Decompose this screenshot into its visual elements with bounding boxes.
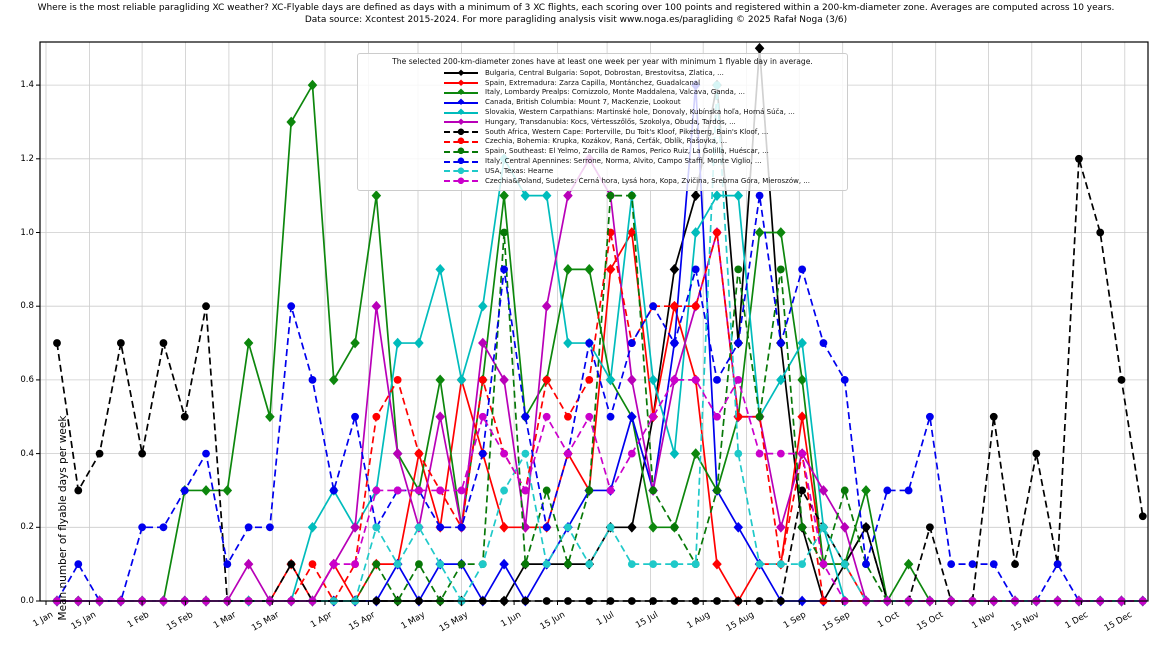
data-point-circle <box>543 376 551 384</box>
data-point-diamond <box>755 44 763 53</box>
data-point-circle <box>756 450 764 458</box>
data-point-circle <box>415 487 423 495</box>
data-point-circle <box>521 487 529 495</box>
data-point-circle <box>543 487 551 495</box>
legend-item-label: South Africa, Western Cape: Porterville, Du Toit's Kloof, Piketberg, Bain's Kloof, ... <box>485 127 769 136</box>
data-point-circle <box>798 450 806 458</box>
data-point-circle <box>820 339 828 347</box>
legend-line-sample <box>444 88 478 97</box>
circle-marker-icon: ● <box>457 146 465 157</box>
data-point-diamond <box>628 523 636 532</box>
data-point-diamond <box>394 449 402 458</box>
legend-item-label: Slovakia, Western Carpathians: Martinské hole, Donovaly, Kubínska hoľa, Horná Súča, ... <box>485 108 795 117</box>
x-tick-label: 15 Aug <box>724 610 756 634</box>
data-point-diamond <box>734 191 742 200</box>
data-point-circle <box>309 560 317 568</box>
data-point-circle <box>500 487 508 495</box>
data-point-circle <box>330 560 338 568</box>
x-tick-label: 15 Oct <box>914 610 945 633</box>
data-point-circle <box>649 487 657 495</box>
data-point-circle <box>500 265 508 273</box>
data-point-circle <box>394 560 402 568</box>
circle-marker-icon: ● <box>457 155 465 166</box>
data-point-circle <box>607 413 615 421</box>
data-point-circle <box>245 523 253 531</box>
data-point-circle <box>415 523 423 531</box>
data-point-diamond <box>564 191 572 200</box>
data-point-circle <box>564 523 572 531</box>
data-point-circle <box>649 560 657 568</box>
data-point-circle <box>628 339 636 347</box>
data-point-circle <box>777 560 785 568</box>
data-point-circle <box>372 413 380 421</box>
diamond-marker-icon: ◆ <box>457 87 465 98</box>
x-tick-label: 15 May <box>438 610 471 635</box>
data-point-circle <box>372 560 380 568</box>
data-point-diamond <box>841 523 849 532</box>
data-point-circle <box>266 523 274 531</box>
x-tick-label: 1 Jul <box>595 610 617 628</box>
data-point-circle <box>841 376 849 384</box>
data-point-circle <box>543 523 551 531</box>
data-point-circle <box>458 560 466 568</box>
data-point-circle <box>181 413 189 421</box>
data-point-circle <box>820 523 828 531</box>
legend-box <box>357 53 848 191</box>
y-tick-label: 0.8 <box>20 301 34 312</box>
circle-marker-icon: ● <box>457 175 465 186</box>
legend-item <box>444 68 841 78</box>
data-point-diamond <box>479 302 487 311</box>
legend-item-label: Spain, Southeast: El Yelmo, Zarcilla de Ramos, Perico Ruiz, La Golilla, Huéscar, ... <box>485 147 769 156</box>
legend-item-label: Hungary, Transdanubia: Kocs, Vértesszőlős, Szokolya, Óbuda, Tardos, ... <box>485 117 736 126</box>
data-point-diamond <box>905 560 913 569</box>
data-point-diamond <box>287 117 295 126</box>
data-point-circle <box>1139 512 1147 520</box>
chart-titles <box>0 3 1152 26</box>
data-point-circle <box>671 339 679 347</box>
data-point-circle <box>607 523 615 531</box>
data-point-circle <box>692 302 700 310</box>
data-point-circle <box>585 487 593 495</box>
data-point-diamond <box>692 449 700 458</box>
data-point-diamond <box>202 486 210 495</box>
legend-item <box>444 127 841 137</box>
data-point-diamond <box>670 265 678 274</box>
data-point-circle <box>1011 560 1019 568</box>
y-tick-label: 0.6 <box>20 374 34 385</box>
data-point-circle <box>160 339 168 347</box>
data-point-circle <box>96 450 104 458</box>
data-point-circle <box>862 560 870 568</box>
x-tick-label: 1 Feb <box>125 610 152 631</box>
data-point-circle <box>330 487 338 495</box>
legend-title: The selected 200-km-diameter zones have at least one week per year with minimum 1 flyable day in average. <box>392 57 813 66</box>
data-point-diamond <box>245 338 253 347</box>
data-point-circle <box>926 413 934 421</box>
data-point-diamond <box>585 265 593 274</box>
data-point-circle <box>372 487 380 495</box>
legend-item <box>444 137 841 147</box>
legend-line-sample <box>444 117 478 126</box>
data-point-circle <box>415 560 423 568</box>
x-tick-label: 1 Dec <box>1063 610 1091 632</box>
data-point-circle <box>585 560 593 568</box>
x-tick-label: 1 Nov <box>970 610 998 632</box>
data-point-circle <box>628 192 636 200</box>
data-point-circle <box>202 302 210 310</box>
data-point-diamond <box>777 375 785 384</box>
x-tick-label: 15 Nov <box>1009 610 1041 634</box>
diamond-marker-icon: ◆ <box>457 67 465 78</box>
legend-item <box>444 146 841 156</box>
data-point-circle <box>628 450 636 458</box>
data-point-circle <box>458 487 466 495</box>
legend-line-sample <box>444 147 478 156</box>
data-point-diamond <box>500 523 508 532</box>
data-point-diamond <box>330 375 338 384</box>
data-point-diamond <box>777 523 785 532</box>
data-point-circle <box>607 487 615 495</box>
data-point-diamond <box>245 560 253 569</box>
data-point-diamond <box>543 191 551 200</box>
data-point-diamond <box>819 486 827 495</box>
data-point-diamond <box>372 191 380 200</box>
data-point-circle <box>500 450 508 458</box>
data-point-circle <box>734 450 742 458</box>
data-point-circle <box>415 450 423 458</box>
x-tick-label: 1 Oct <box>876 610 902 631</box>
data-point-circle <box>181 487 189 495</box>
diamond-marker-icon: ◆ <box>457 106 465 117</box>
data-point-circle <box>74 487 82 495</box>
data-point-diamond <box>521 191 529 200</box>
data-point-circle <box>1118 376 1126 384</box>
legend-line-sample <box>444 78 478 87</box>
data-point-diamond <box>692 191 700 200</box>
y-axis-label: Mean number of flyable days per week <box>57 415 69 621</box>
data-point-circle <box>53 339 61 347</box>
y-tick-label: 1.0 <box>20 227 34 238</box>
circle-marker-icon: ● <box>457 165 465 176</box>
data-point-circle <box>628 560 636 568</box>
legend-item-label: Italy, Lombardy Prealps: Cornizzolo, Monte Maddalena, Valcava, Ganda, ... <box>485 88 745 97</box>
data-point-diamond <box>628 375 636 384</box>
x-tick-label: 1 Aug <box>685 610 713 632</box>
diamond-marker-icon: ◆ <box>457 116 465 127</box>
data-point-circle <box>671 523 679 531</box>
legend-item <box>444 78 841 88</box>
data-point-diamond <box>223 486 231 495</box>
legend-item <box>444 117 841 127</box>
data-point-circle <box>798 265 806 273</box>
data-point-circle <box>798 523 806 531</box>
data-point-circle <box>756 192 764 200</box>
data-point-diamond <box>351 523 359 532</box>
data-point-diamond <box>564 265 572 274</box>
legend-item-label: Czechia&Poland, Sudetes: Černá hora, Lysá hora, Kopa, Zvičina, Srebrna Góra, Mieroszów, ... <box>485 176 810 185</box>
data-point-circle <box>734 376 742 384</box>
data-point-circle <box>521 560 529 568</box>
data-point-circle <box>160 523 168 531</box>
data-point-circle <box>756 413 764 421</box>
data-point-circle <box>436 487 444 495</box>
data-point-circle <box>287 302 295 310</box>
legend-line-sample <box>444 68 478 77</box>
data-point-diamond <box>777 228 785 237</box>
data-point-circle <box>351 560 359 568</box>
data-point-circle <box>436 523 444 531</box>
legend-item-label: Czechia, Bohemia: Krupka, Kozákov, Raná, Čerťák, Oblík, Rašovka, ... <box>485 137 728 146</box>
legend-line-sample <box>444 108 478 117</box>
x-tick-label: 15 Sep <box>820 610 852 634</box>
data-point-circle <box>479 560 487 568</box>
legend-item-label: Spain, Extremadura: Zarza Capilla, Montánchez, Guadalcanal <box>485 78 701 87</box>
x-tick-label: 1 Sep <box>782 610 809 631</box>
data-point-circle <box>841 560 849 568</box>
legend-item <box>444 88 841 98</box>
x-tick-label: 1 Jun <box>499 610 524 630</box>
data-point-circle <box>692 560 700 568</box>
data-point-circle <box>649 302 657 310</box>
data-point-diamond <box>670 449 678 458</box>
data-point-diamond <box>436 375 444 384</box>
y-tick-label: 1.4 <box>20 80 34 91</box>
data-point-circle <box>905 487 913 495</box>
data-point-circle <box>1075 155 1083 163</box>
x-tick-label: 1 May <box>399 610 427 632</box>
data-point-circle <box>926 523 934 531</box>
data-point-circle <box>649 413 657 421</box>
data-point-diamond <box>755 228 763 237</box>
data-point-circle <box>777 450 785 458</box>
data-point-circle <box>564 413 572 421</box>
legend-item <box>444 176 841 186</box>
data-point-circle <box>777 265 785 273</box>
data-point-circle <box>479 376 487 384</box>
legend-item <box>444 97 841 107</box>
data-point-circle <box>585 413 593 421</box>
x-tick-label: 15 Dec <box>1102 610 1134 634</box>
data-point-diamond <box>457 375 465 384</box>
data-point-diamond <box>500 375 508 384</box>
data-point-circle <box>692 376 700 384</box>
data-point-circle <box>74 560 82 568</box>
data-point-diamond <box>734 523 742 532</box>
data-point-diamond <box>500 560 508 569</box>
data-point-circle <box>1096 229 1104 237</box>
data-point-circle <box>564 560 572 568</box>
legend-line-sample <box>444 127 478 136</box>
y-tick-label: 1.2 <box>20 153 34 164</box>
data-point-diamond <box>713 560 721 569</box>
data-point-circle <box>138 450 146 458</box>
legend-item <box>444 107 841 117</box>
data-point-diamond <box>351 338 359 347</box>
data-point-circle <box>202 450 210 458</box>
data-point-circle <box>543 560 551 568</box>
data-point-diamond <box>606 265 614 274</box>
data-point-circle <box>713 376 721 384</box>
data-point-diamond <box>692 228 700 237</box>
data-point-circle <box>713 413 721 421</box>
legend-line-sample <box>444 137 478 146</box>
chart-title: Where is the most reliable paragliding XC weather? XC-Flyable days are defined as days with a minimum of 3 XC flights, each scoring over 100 points and registered within a 200-km-diameter zone. Averages are computed across 10 years. <box>37 3 1115 13</box>
data-point-circle <box>394 487 402 495</box>
data-point-diamond <box>415 338 423 347</box>
data-point-circle <box>287 560 295 568</box>
data-point-circle <box>862 523 870 531</box>
data-point-circle <box>713 229 721 237</box>
data-point-circle <box>671 302 679 310</box>
data-point-circle <box>500 229 508 237</box>
y-tick-label: 0.4 <box>20 448 34 459</box>
data-point-circle <box>947 560 955 568</box>
x-tick-label: 15 Jun <box>538 610 567 633</box>
x-tick-label: 15 Apr <box>347 610 378 633</box>
data-point-circle <box>585 376 593 384</box>
data-point-circle <box>223 560 231 568</box>
x-tick-label: 1 Apr <box>309 610 334 631</box>
data-point-circle <box>692 265 700 273</box>
data-point-circle <box>1054 560 1062 568</box>
legend-item <box>444 166 841 176</box>
data-point-circle <box>990 413 998 421</box>
data-point-circle <box>713 487 721 495</box>
data-point-diamond <box>606 375 614 384</box>
data-point-circle <box>564 450 572 458</box>
data-point-diamond <box>862 486 870 495</box>
data-point-circle <box>798 560 806 568</box>
legend-line-sample <box>444 166 478 175</box>
data-point-diamond <box>372 302 380 311</box>
data-point-circle <box>479 450 487 458</box>
data-point-circle <box>458 523 466 531</box>
data-point-circle <box>734 265 742 273</box>
legend-rows <box>364 68 841 186</box>
data-point-circle <box>607 192 615 200</box>
data-point-circle <box>777 339 785 347</box>
data-point-circle <box>351 413 359 421</box>
x-tick-label: 15 Jul <box>633 610 660 631</box>
circle-marker-icon: ● <box>457 126 465 137</box>
data-point-circle <box>394 376 402 384</box>
y-tick-label: 0.2 <box>20 522 34 533</box>
data-point-circle <box>521 450 529 458</box>
data-point-diamond <box>500 191 508 200</box>
x-tick-label: 15 Jan <box>70 610 99 633</box>
data-point-circle <box>841 487 849 495</box>
data-point-circle <box>521 413 529 421</box>
data-point-circle <box>372 523 380 531</box>
data-point-diamond <box>308 81 316 90</box>
data-point-circle <box>671 560 679 568</box>
legend-item <box>444 156 841 166</box>
data-point-circle <box>671 376 679 384</box>
data-point-diamond <box>564 338 572 347</box>
data-point-circle <box>117 339 125 347</box>
data-point-diamond <box>436 412 444 421</box>
data-point-circle <box>543 413 551 421</box>
x-tick-label: 15 Feb <box>164 610 195 634</box>
data-point-circle <box>990 560 998 568</box>
legend-item-label: Italy, Central Apennines: Serrone, Norma, Alvito, Campo Staffi, Monte Viglio, ... <box>485 157 762 166</box>
data-point-circle <box>883 487 891 495</box>
y-tick-label: 0.0 <box>20 596 34 606</box>
data-point-circle <box>309 376 317 384</box>
data-point-circle <box>1032 450 1040 458</box>
data-point-diamond <box>713 191 721 200</box>
legend-line-sample <box>444 157 478 166</box>
data-point-circle <box>479 413 487 421</box>
data-point-diamond <box>308 523 316 532</box>
data-point-circle <box>969 560 977 568</box>
data-point-circle <box>138 523 146 531</box>
data-point-circle <box>585 339 593 347</box>
diamond-marker-icon: ◆ <box>457 97 465 108</box>
data-point-circle <box>436 560 444 568</box>
data-point-diamond <box>394 338 402 347</box>
data-point-diamond <box>628 412 636 421</box>
data-point-diamond <box>479 338 487 347</box>
data-point-diamond <box>266 412 274 421</box>
legend-item-label: Bulgaria, Central Bulgaria: Sopot, Dobrostan, Brestovitsa, Zlatica, ... <box>485 68 724 77</box>
data-point-circle <box>820 560 828 568</box>
legend-item-label: USA, Texas: Hearne <box>485 166 554 175</box>
x-tick-label: 1 Jan <box>31 610 55 630</box>
data-point-circle <box>734 339 742 347</box>
chart-subtitle: Data source: Xcontest 2015-2024. For more paragliding analysis visit www.noga.es/paragliding © 2025 Rafał Noga (3/6) <box>304 14 848 25</box>
x-tick-label: 1 Mar <box>211 610 238 631</box>
circle-marker-icon: ● <box>457 136 465 147</box>
diamond-marker-icon: ◆ <box>457 77 465 88</box>
legend-line-sample <box>444 98 478 107</box>
data-point-diamond <box>436 265 444 274</box>
legend-line-sample <box>444 176 478 185</box>
x-tick-label: 15 Mar <box>250 610 282 634</box>
legend-item-label: Canada, British Columbia: Mount 7, MacKenzie, Lookout <box>485 98 681 107</box>
data-point-circle <box>756 560 764 568</box>
data-point-diamond <box>543 302 551 311</box>
